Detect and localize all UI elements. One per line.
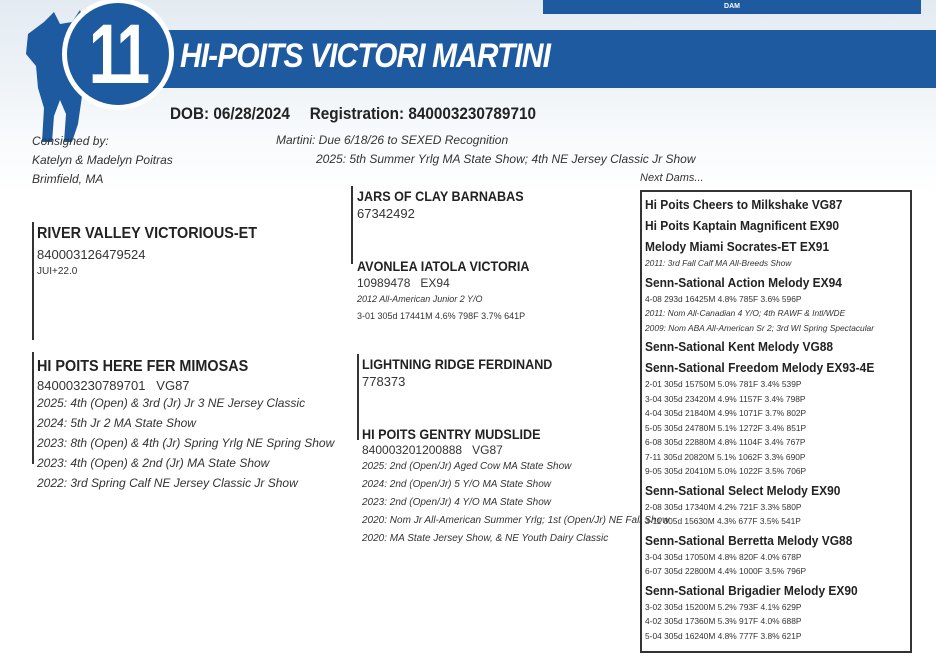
dam-dam-reg: 840003201200888 VG87 bbox=[362, 443, 503, 457]
next-dam-name: Senn-Sational Action Melody EX94 bbox=[645, 274, 842, 290]
next-dam-name: Senn-Sational Brigadier Melody EX90 bbox=[645, 582, 858, 598]
next-dam-entry bbox=[645, 238, 910, 271]
sire-name: RIVER VALLEY VICTORIOUS-ET bbox=[37, 225, 258, 242]
next-dam-name: Senn-Sational Freedom Melody EX93-4E bbox=[645, 360, 875, 375]
dob: DOB: 06/28/2024 bbox=[170, 104, 290, 123]
sire-sire-reg: 67342492 bbox=[357, 206, 415, 221]
next-dam-record: 3-04 305d 17050M 4.8% 820F 4.0% 678P bbox=[645, 551, 802, 562]
dam-dam-honor: 2025: 2nd (Open/Jr) Aged Cow MA State Show bbox=[362, 461, 572, 472]
dam-sire-bracket bbox=[357, 354, 359, 440]
dam-honor: 2022: 3rd Spring Calf NE Jersey Classic Jr Show bbox=[37, 476, 298, 490]
dam-name: HI POITS HERE FER MIMOSAS bbox=[37, 358, 249, 375]
registration: Registration: 840003230789710 bbox=[309, 104, 536, 123]
next-dam-entry bbox=[645, 582, 910, 644]
next-dam-name: Melody Miami Socrates-ET EX91 bbox=[645, 239, 830, 254]
dam-dam-honor: 2020: MA State Jersey Show, & NE Youth Dairy Classic bbox=[362, 533, 609, 544]
sire-dam-note-1: 2012 All-American Junior 2 Y/O bbox=[357, 294, 483, 304]
next-dam-record: 4-02 305d 17360M 5.3% 917F 4.0% 688P bbox=[645, 616, 802, 626]
next-dam-record: 4-04 305d 21840M 4.9% 1071F 3.7% 802P bbox=[645, 408, 807, 418]
sire-dam-reg: 10989478 EX94 bbox=[357, 276, 450, 290]
sire-dam-name: AVONLEA IATOLA VICTORIA bbox=[357, 258, 530, 274]
next-dam-name: Hi Poits Kaptain Magnificent EX90 bbox=[645, 218, 840, 233]
sire-sire-block bbox=[357, 188, 542, 221]
dam-honor: 2023: 4th (Open) & 2nd (Jr) MA State Show bbox=[37, 456, 270, 470]
next-dam-name: Senn-Sational Select Melody EX90 bbox=[645, 482, 841, 498]
dam-block bbox=[37, 358, 334, 493]
sire-dam-note-2: 3-01 305d 17441M 4.6% 798F 3.7% 641P bbox=[357, 311, 526, 321]
dam-dam-honor: 2023: 2nd (Open/Jr) 4 Y/O MA State Show bbox=[362, 497, 551, 508]
sire-dam-block bbox=[357, 258, 549, 321]
note-due: Martini: Due 6/18/26 to SEXED Recognition bbox=[276, 133, 509, 147]
dam-honor: 2023: 8th (Open) & 4th (Jr) Spring Yrlg NE Spring Show bbox=[37, 436, 335, 450]
next-dam-record: 2009: Nom ABA All-American Sr 2; 3rd WI Spring Spectacular bbox=[645, 322, 875, 333]
next-dam-record: 9-05 305d 20410M 5.0% 1022F 3.5% 706P bbox=[645, 466, 807, 476]
next-dam-entry bbox=[645, 196, 910, 214]
animal-notes bbox=[276, 131, 696, 169]
dam-tab-label: DAM bbox=[724, 3, 740, 10]
next-dam-entry bbox=[645, 532, 910, 579]
next-dam-record: 2-01 305d 15750M 5.0% 781F 3.4% 539P bbox=[645, 379, 802, 389]
next-dam-name: Senn-Sational Berretta Melody VG88 bbox=[645, 532, 853, 548]
note-show: 2025: 5th Summer Yrlg MA State Show; 4th NE Jersey Classic Jr Show bbox=[316, 152, 696, 166]
dob-registration-line bbox=[170, 104, 556, 124]
dam-dam-block bbox=[362, 426, 669, 548]
lot-number: 11 bbox=[88, 7, 148, 101]
next-dam-entry bbox=[645, 217, 910, 235]
animal-name-title: HI-POITS VICTORI MARTINI bbox=[180, 37, 551, 75]
next-dam-entry bbox=[645, 359, 910, 479]
dam-reg: 840003230789701 VG87 bbox=[37, 378, 190, 393]
next-dam-record: 6-08 305d 22880M 4.8% 1104F 3.4% 767P bbox=[645, 437, 806, 447]
dam-dam-honor: 2020: Nom Jr All-American Summer Yrlg; 1st (Open/Jr) NE Fall Show bbox=[362, 515, 670, 526]
dam-honor: 2024: 5th Jr 2 MA State Show bbox=[37, 416, 196, 430]
consigned-by bbox=[32, 132, 173, 189]
dam-sire-block bbox=[362, 356, 574, 389]
next-dam-record: 5-04 305d 16240M 4.8% 777F 3.8% 621P bbox=[645, 630, 802, 641]
next-dam-record: 2011: 3rd Fall Calf MA All-Breeds Show bbox=[645, 258, 792, 268]
dam-honor: 2025: 4th (Open) & 3rd (Jr) Jr 3 NE Jersey Classic bbox=[37, 396, 306, 410]
next-dam-record: 7-11 305d 20820M 5.1% 1062F 3.3% 690P bbox=[645, 451, 806, 462]
dam-sire-name: LIGHTNING RIDGE FERDINAND bbox=[362, 356, 553, 372]
dam-tab bbox=[543, 0, 921, 14]
sire-reg: 840003126479524 bbox=[37, 247, 146, 262]
next-dams-box bbox=[640, 190, 912, 653]
dam-bracket bbox=[32, 352, 34, 464]
consignor-location: Brimfield, MA bbox=[32, 172, 104, 186]
next-dams-label: Next Dams... bbox=[640, 172, 704, 184]
next-dam-record: 3-02 305d 15200M 5.2% 793F 4.1% 629P bbox=[645, 601, 802, 612]
next-dam-record: 6-07 305d 22800M 4.4% 1000F 3.5% 796P bbox=[645, 566, 807, 576]
sire-bracket bbox=[32, 222, 34, 340]
next-dam-name: Hi Poits Cheers to Milkshake VG87 bbox=[645, 197, 843, 212]
sire-extra: JUI+22.0 bbox=[37, 266, 78, 277]
next-dam-record: 4-08 293d 16425M 4.8% 785F 3.6% 596P bbox=[645, 293, 802, 304]
next-dam-record: 3-11 305d 15630M 4.3% 677F 3.5% 541P bbox=[645, 516, 801, 526]
consigned-label: Consigned by: bbox=[32, 134, 109, 148]
next-dam-record: 5-05 305d 24780M 5.1% 1272F 3.4% 851P bbox=[645, 422, 807, 433]
dam-dam-honor: 2024: 2nd (Open/Jr) 5 Y/O MA State Show bbox=[362, 479, 551, 490]
sire-sire-name: JARS OF CLAY BARNABAS bbox=[357, 188, 524, 204]
consignor-names: Katelyn & Madelyn Poitras bbox=[32, 153, 173, 167]
next-dam-record: 3-04 305d 23420M 4.9% 1157F 3.4% 798P bbox=[645, 393, 806, 404]
next-dam-entry bbox=[645, 482, 910, 529]
dam-dam-name: HI POITS GENTRY MUDSLIDE bbox=[362, 426, 541, 442]
dam-sire-reg: 778373 bbox=[362, 374, 406, 389]
sire-sire-bracket bbox=[351, 186, 353, 264]
next-dam-record: 2011: Nom All-Canadian 4 Y/O; 4th RAWF & Intl/WDE bbox=[645, 308, 846, 318]
next-dam-entry bbox=[645, 338, 910, 356]
sire-block bbox=[37, 225, 281, 277]
next-dam-entry bbox=[645, 274, 910, 336]
next-dam-record: 2-08 305d 17340M 4.2% 721F 3.3% 580P bbox=[645, 501, 802, 512]
next-dam-name: Senn-Sational Kent Melody VG88 bbox=[645, 339, 834, 354]
